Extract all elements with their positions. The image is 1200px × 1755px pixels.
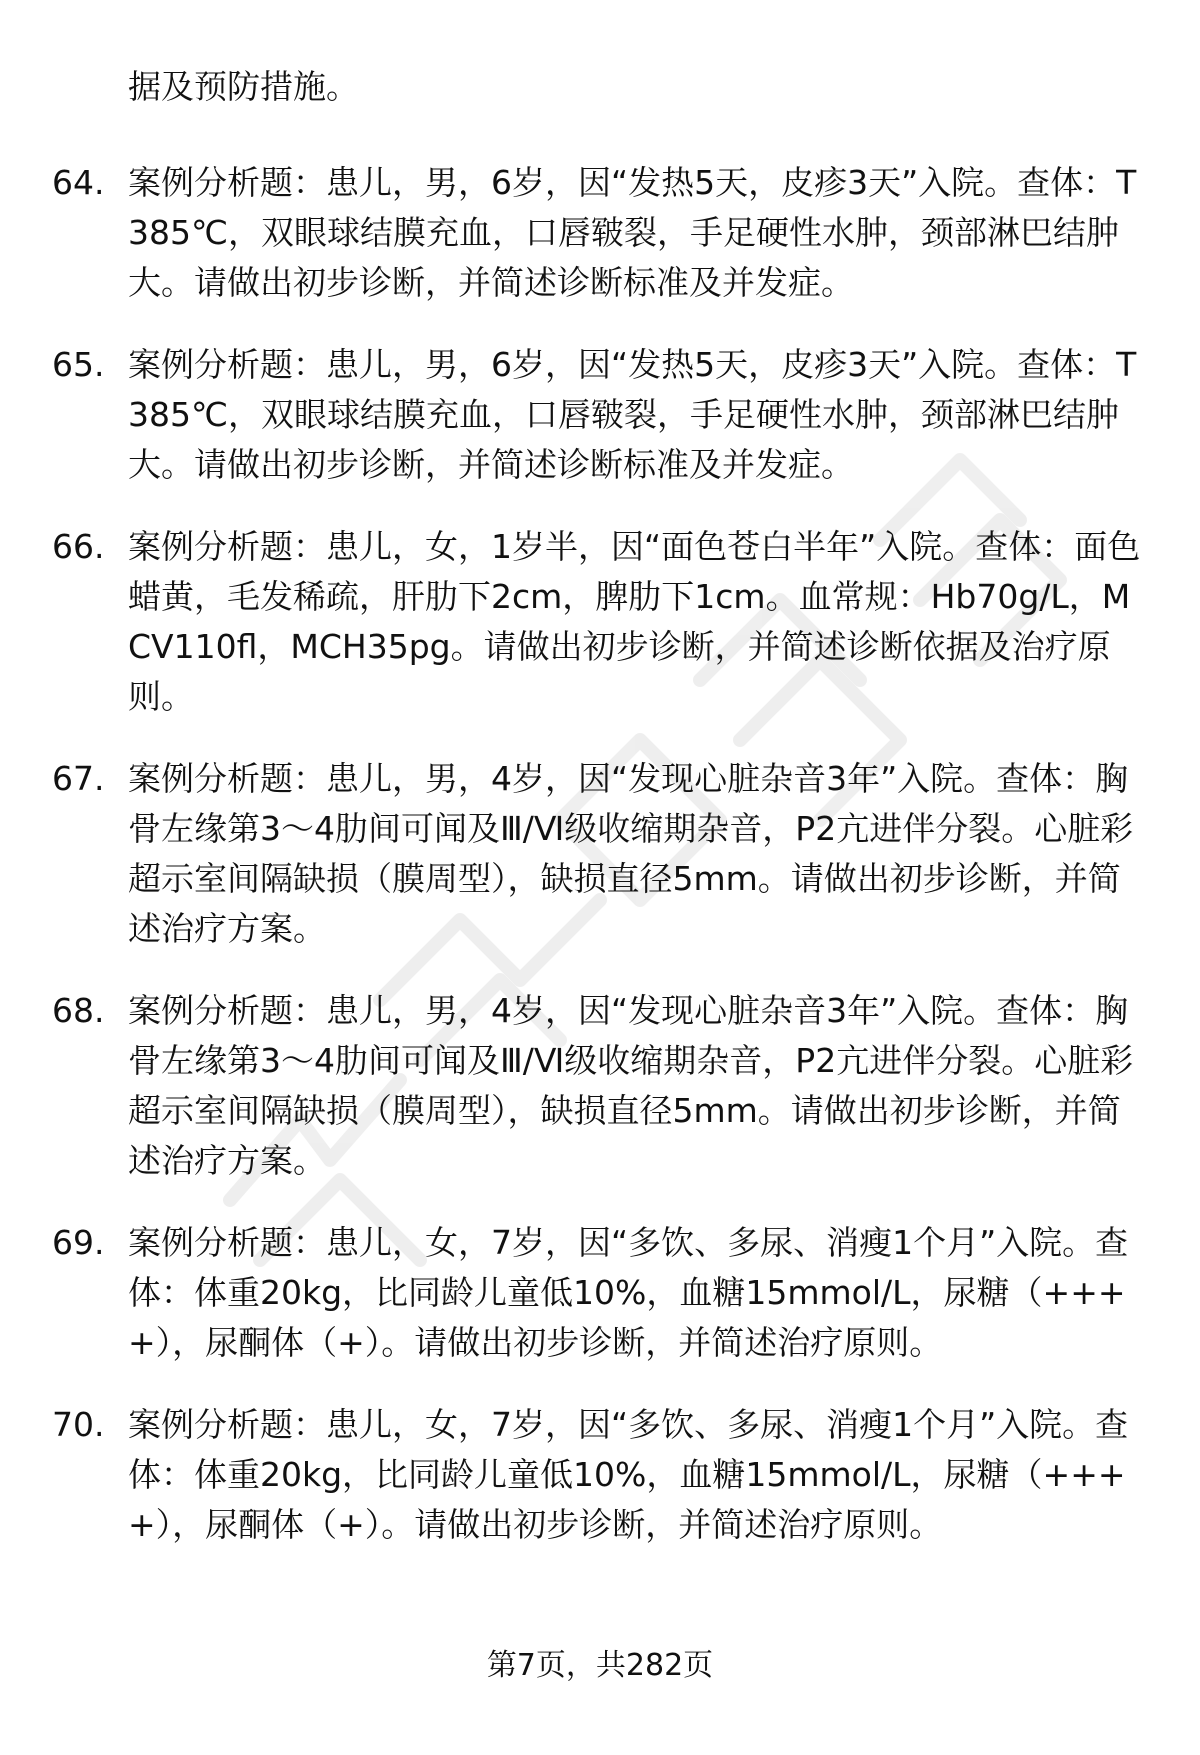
- question-text: 案例分析题：患儿，男，4岁，因“发现心脏杂音3年”入院。查体：胸骨左缘第3～4肋间可闻及Ⅲ/Ⅵ级收缩期杂音，P2亢进伴分裂。心脏彩超示室间隔缺损（膜周型），缺损直径5mm。请做出初步诊断，并简述治疗方案。: [128, 991, 1134, 1180]
- question-item: [0, 158, 1152, 308]
- question-text: 案例分析题：患儿，男，4岁，因“发现心脏杂音3年”入院。查体：胸骨左缘第3～4肋间可闻及Ⅲ/Ⅵ级收缩期杂音，P2亢进伴分裂。心脏彩超示室间隔缺损（膜周型），缺损直径5mm。请做出初步诊断，并简述治疗方案。: [128, 759, 1134, 948]
- question-number: 66.: [52, 527, 105, 566]
- question-text: 案例分析题：患儿，女，7岁，因“多饮、多尿、消瘦1个月”入院。查体：体重20kg，比同龄儿童低10%，血糖15mmol/L，尿糖（++++），尿酮体（+）。请做出初步诊断，并简述治疗原则。: [128, 1405, 1129, 1544]
- question-item: [0, 986, 1152, 1186]
- question-text: 案例分析题：患儿，女，7岁，因“多饮、多尿、消瘦1个月”入院。查体：体重20kg，比同龄儿童低10%，血糖15mmol/L，尿糖（++++），尿酮体（+）。请做出初步诊断，并简述治疗原则。: [128, 1223, 1129, 1362]
- question-number: 65.: [52, 345, 105, 384]
- question-list: [0, 158, 1200, 1582]
- continuation-text: 据及预防措施。: [128, 67, 359, 106]
- question-text: 案例分析题：患儿，男，6岁，因“发热5天，皮疹3天”入院。查体：T385℃，双眼球结膜充血，口唇皲裂，手足硬性水肿，颈部淋巴结肿大。请做出初步诊断，并简述诊断标准及并发症。: [128, 345, 1137, 484]
- question-item: [0, 1400, 1152, 1550]
- question-number: 69.: [52, 1223, 105, 1262]
- question-number: 68.: [52, 991, 105, 1030]
- question-text: 案例分析题：患儿，女，1岁半，因“面色苍白半年”入院。查体：面色蜡黄，毛发稀疏，肝肋下2cm，脾肋下1cm。血常规：Hb70g/L，MCV110fl，MCH35pg。请做出初步诊断，并简述诊断依据及治疗原则。: [128, 527, 1141, 716]
- question-number: 70.: [52, 1405, 105, 1444]
- page-footer: 第7页，共282页: [486, 1648, 714, 1683]
- question-text: 案例分析题：患儿，男，6岁，因“发热5天，皮疹3天”入院。查体：T385℃，双眼球结膜充血，口唇皲裂，手足硬性水肿，颈部淋巴结肿大。请做出初步诊断，并简述诊断标准及并发症。: [128, 163, 1137, 302]
- question-item: [0, 522, 1152, 722]
- question-number: 64.: [52, 163, 105, 202]
- question-item: [0, 1218, 1152, 1368]
- question-item: [0, 754, 1152, 954]
- question-item: [0, 340, 1152, 490]
- question-number: 67.: [52, 759, 105, 798]
